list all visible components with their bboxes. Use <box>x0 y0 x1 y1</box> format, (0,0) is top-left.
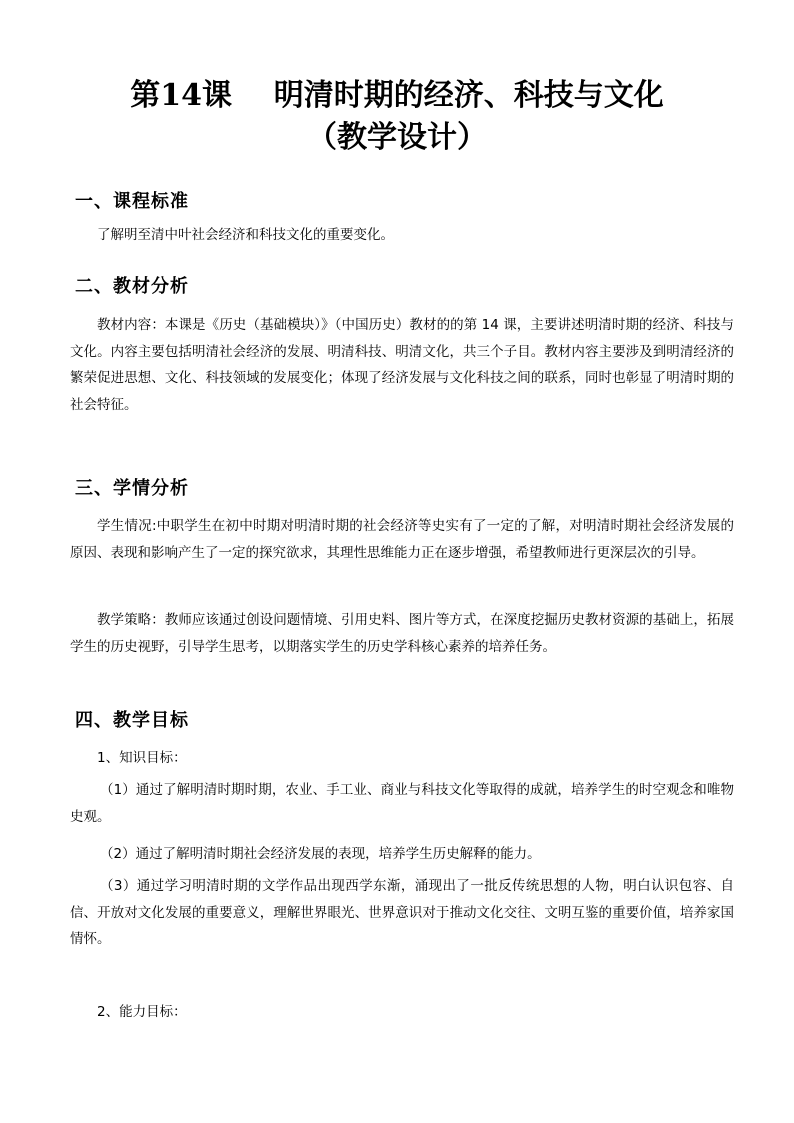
knowledge-objective-3: （3）通过学习明清时期的文学作品出现西学东渐，涌现出了一批反传统思想的人物，明白认识包容、自信、开放对文化发展的重要意义，理解世界眼光、世界意识对于推动文化交往、文明互鉴的重要价值，培养家国情怀。 <box>70 878 734 947</box>
section-heading-textbook-analysis: 二、教材分析 <box>75 276 189 297</box>
ability-objectives-label: 2、能力目标： <box>97 1004 187 1020</box>
textbook-analysis-text: 教材内容：本课是《历史（基础模块）》（中国历史）教材的的第 14 课，主要讲述明清时期的经济、科技与文化。内容主要包括明清社会经济的发展、明清科技、明清文化，共三个子目。教材内容主要涉及到明清经济的繁荣促进思想、文化、科技领域的发展变化；体现了经济发展与文化科技之间的联系，同时也彰显了明清时期的社会特征。 <box>70 317 734 413</box>
section-heading-learner-analysis: 三、学情分析 <box>75 478 189 499</box>
knowledge-objective-1: （1）通过了解明清时期时期，农业、手工业、商业与科技文化等取得的成就，培养学生的时空观念和唯物史观。 <box>70 782 734 825</box>
knowledge-objectives-label: 1、知识目标： <box>97 750 187 766</box>
document-subtitle: （教学设计） <box>307 120 487 155</box>
teaching-strategy-text: 教学策略：教师应该通过创设问题情境、引用史料、图片等方式，在深度挖掘历史教材资源的基础上，拓展学生的历史视野，引导学生思考，以期落实学生的历史学科核心素养的培养任务。 <box>70 612 734 655</box>
section-heading-curriculum-standard: 一、课程标准 <box>75 191 189 212</box>
knowledge-objective-2: （2）通过了解明清时期社会经济发展的表现，培养学生历史解释的能力。 <box>100 846 541 862</box>
section-heading-teaching-objectives: 四、教学目标 <box>75 710 189 731</box>
learner-situation-text: 学生情况:中职学生在初中时期对明清时期的社会经济等史实有了一定的了解，对明清时期社会经济发展的原因、表现和影响产生了一定的探究欲求，其理性思维能力正在逐步增强，希望教师进行更深层次的引导。 <box>70 518 734 561</box>
curriculum-standard-text: 了解明至清中叶社会经济和科技文化的重要变化。 <box>97 227 394 243</box>
document-title: 第14课 明清时期的经济、科技与文化 <box>130 78 664 113</box>
